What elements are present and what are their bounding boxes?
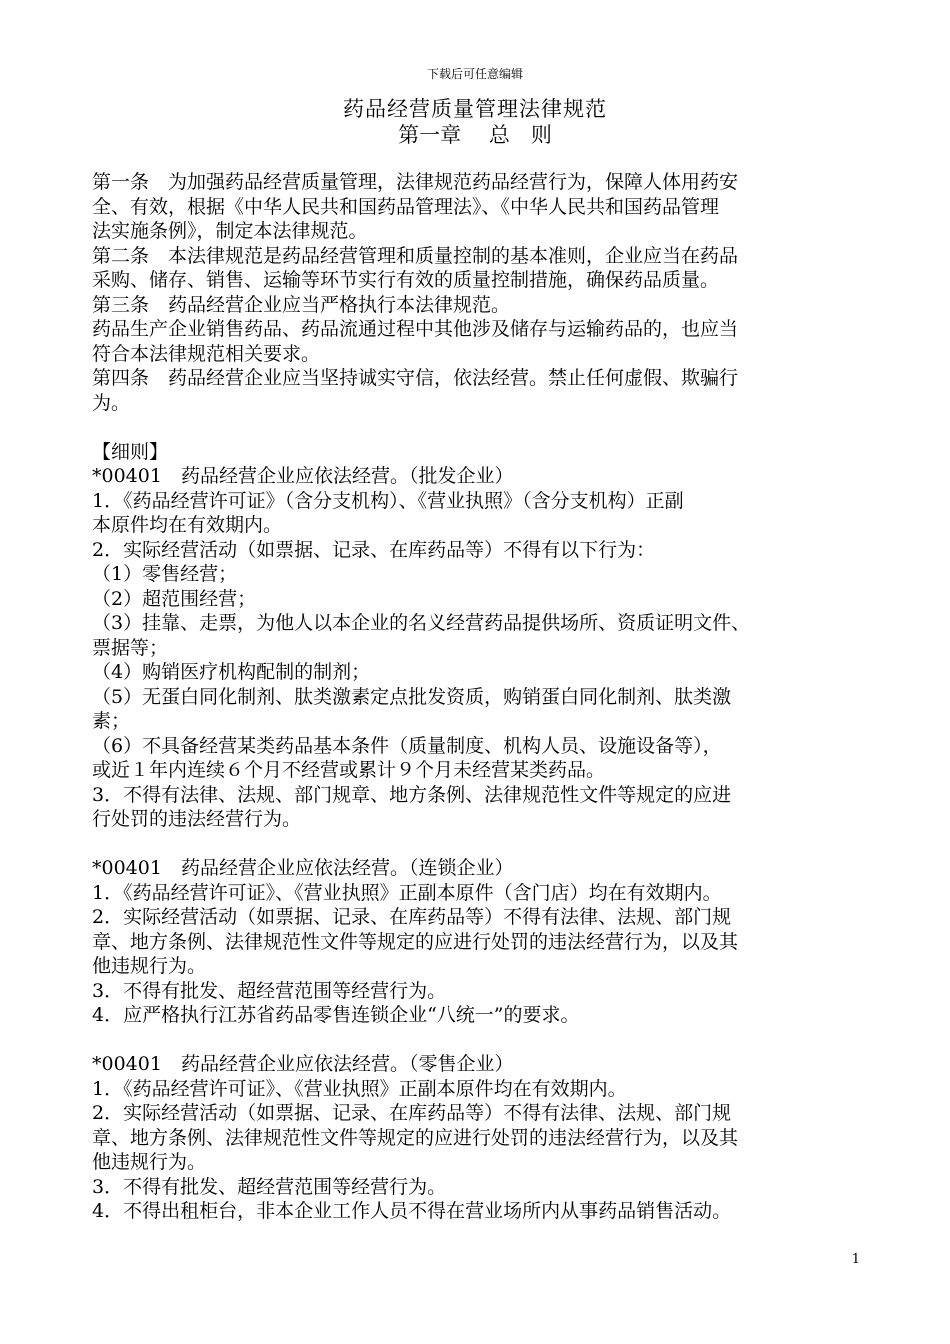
text-line: 第二条 本法律规范是药品经营管理和质量控制的基本准则，企业应当在药品 (92, 244, 739, 267)
text-line: 4．应严格执行江苏省药品零售连锁企业“八统一”的要求。 (92, 1004, 580, 1026)
text-line: 采购、储存、销售、运输等环节实行有效的质量控制措施，确保药品质量。 (92, 269, 720, 291)
text-line: （1）零售经营； (92, 563, 238, 585)
text-line: 1．《药品经营许可证》（含分支机构）、《营业执照》（含分支机构）正副 (92, 489, 684, 512)
text-line: 2．实际经营活动（如票据、记录、在库药品等）不得有以下行为： (92, 538, 656, 561)
text-line: 1．《药品经营许可证》、《营业执照》正副本原件均在有效期内。 (92, 1077, 627, 1100)
text-line: 他违规行为。 (92, 1151, 207, 1173)
text-line: （3）挂靠、走票，为他人以本企业的名义经营药品提供场所、资质证明文件、 (92, 612, 751, 634)
header-note: 下载后可任意编辑 (426, 67, 523, 81)
text-line: 素； (92, 710, 131, 732)
page-number: 1 (851, 1252, 860, 1267)
text-line: 3．不得有批发、超经营范围等经营行为。 (92, 1175, 447, 1198)
document-body (92, 170, 862, 1224)
text-line: 第四条 药品经营企业应当坚持诚实守信，依法经营。禁止任何虚假、欺骗行 (92, 367, 739, 389)
text-line: 票据等； (92, 636, 169, 659)
text-line: 2．实际经营活动（如票据、记录、在库药品等）不得有法律、法规、部门规 (92, 906, 732, 928)
text-line: 或近１年内连续６个月不经营或累计９个月未经营某类药品。 (92, 759, 606, 781)
text-line: 全、有效，根据《中华人民共和国药品管理法》、《中华人民共和国药品管理 (92, 195, 720, 218)
text-line: 为。 (92, 391, 131, 414)
text-line: 他违规行为。 (92, 955, 207, 977)
text-line: *00401 药品经营企业应依法经营。（批发企业） (92, 465, 514, 487)
text-line: （6）不具备经营某类药品基本条件（质量制度、机构人员、设施设备等）， (92, 734, 722, 757)
text-line: （5）无蛋白同化制剂、肽类激素定点批发资质，购销蛋白同化制剂、肽类激 (92, 685, 732, 708)
text-line: 符合本法律规范相关要求。 (92, 342, 321, 365)
text-line: 4．不得出租柜台，非本企业工作人员不得在营业场所内从事药品销售活动。 (92, 1200, 732, 1222)
chapter-title: 第一章 总 则 (398, 123, 552, 147)
text-line: 【细则】 (92, 440, 169, 463)
text-line: 章、地方条例、法律规范性文件等规定的应进行处罚的违法经营行为，以及其 (92, 930, 739, 953)
text-line: （2）超范围经营； (92, 587, 257, 610)
blank-line (92, 1028, 862, 1053)
text-line: （4）购销医疗机构配制的制剂； (92, 661, 371, 683)
text-line: 章、地方条例、法律规范性文件等规定的应进行处罚的违法经营行为，以及其 (92, 1126, 739, 1149)
text-line: 第三条 药品经营企业应当严格执行本法律规范。 (92, 293, 511, 316)
blank-line (92, 415, 862, 440)
text-line: 2．实际经营活动（如票据、记录、在库药品等）不得有法律、法规、部门规 (92, 1102, 732, 1124)
text-line: *00401 药品经营企业应依法经营。（连锁企业） (92, 857, 514, 879)
text-line: 1．《药品经营许可证》、《营业执照》正副本原件（含门店）均在有效期内。 (92, 881, 722, 904)
blank-line (92, 832, 862, 857)
text-line: 本原件均在有效期内。 (92, 514, 283, 536)
text-line: 药品生产企业销售药品、药品流通过程中其他涉及储存与运输药品的，也应当 (92, 318, 739, 340)
text-line: *00401 药品经营企业应依法经营。（零售企业） (92, 1053, 514, 1075)
text-line: 3．不得有法律、法规、部门规章、地方条例、法律规范性文件等规定的应进 (92, 783, 732, 806)
document-title: 药品经营质量管理法律规范 (343, 97, 607, 121)
text-line: 3．不得有批发、超经营范围等经营行为。 (92, 979, 447, 1002)
text-line: 第一条 为加强药品经营质量管理，法律规范药品经营行为，保障人体用药安 (92, 171, 739, 193)
text-line: 行处罚的违法经营行为。 (92, 808, 302, 830)
text-line: 法实施条例》，制定本法律规范。 (92, 220, 368, 242)
